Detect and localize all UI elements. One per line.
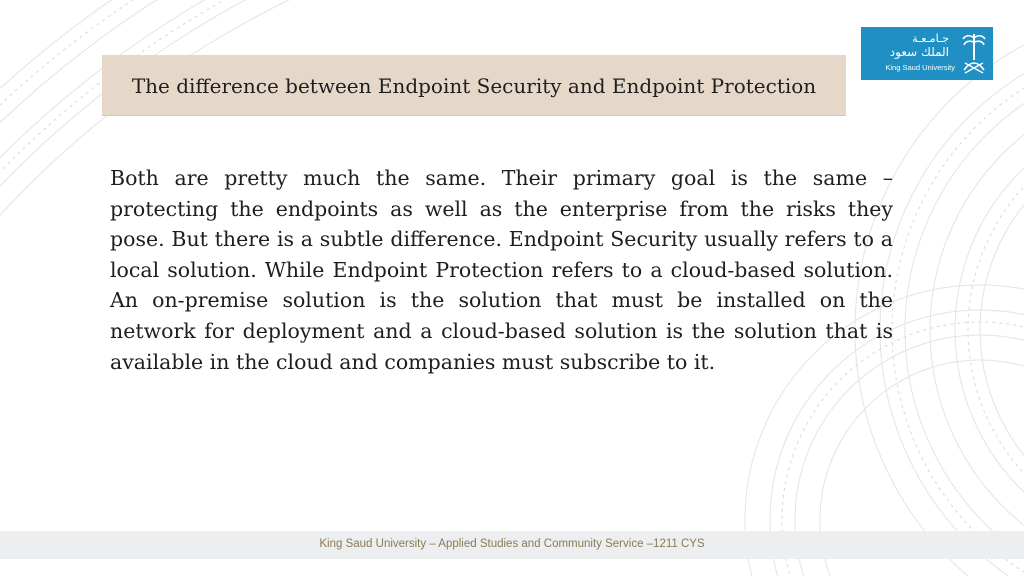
- body-paragraph: Both are pretty much the same. Their primary goal is the same – protecting the endpoints as well as the enterprise from the risks they pose. But there is a subtle difference. Endpoint Security usually refers to a local solution. While Endpoint Protection refers to a cloud-based solution. An on-premise solution is the solution that must be installed on the network for deployment and a cloud-based solution is the solution that is available in the cloud and companies must subscribe to it.: [110, 166, 893, 374]
- slide-title: The difference between Endpoint Security and Endpoint Protection: [131, 73, 817, 98]
- footer-text: King Saud University – Applied Studies and Community Service –1211 CYS: [319, 538, 705, 550]
- university-logo: [861, 27, 993, 80]
- title-band: [102, 55, 846, 116]
- logo-arabic-line2: الملك سعود: [889, 45, 949, 59]
- logo-english-name: King Saud University: [885, 63, 955, 72]
- logo-arabic-line1: جـامـعـة: [912, 32, 949, 45]
- palm-swords-emblem-icon: [959, 30, 989, 76]
